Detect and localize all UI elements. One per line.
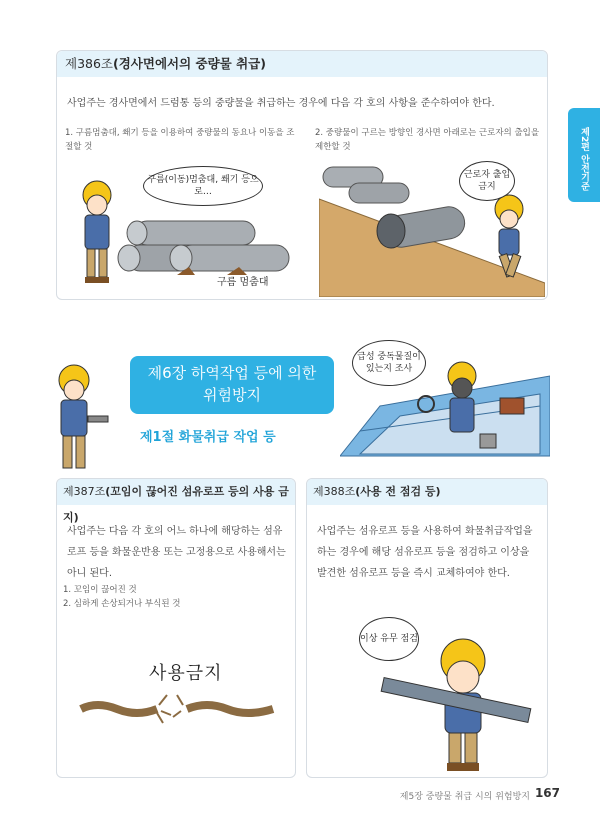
article-388-body: 사업주는 섬유로프 등을 사용하여 화물취급작업을 하는 경우에 해당 섬유로프 등을 점검하고 이상을 발견한 섬유로프 등을 즉시 교체하여야 한다. [317, 526, 533, 579]
chapter-worker-illustration [44, 360, 114, 480]
page-number: 167 [534, 786, 560, 800]
article-386-number: 제386조 [65, 56, 114, 71]
frayed-rope-illustration [77, 689, 277, 729]
article-386-card [56, 50, 548, 300]
footer-chapter-title: 제5장 중량물 취급 시의 위험방지 [399, 792, 530, 802]
article-387-body: 사업주는 다음 각 호의 어느 하나에 해당하는 섬유로프 등을 화물운반용 또는 고정용으로 사용해서는 아니 된다. [67, 526, 286, 579]
article-386-title: (경사면에서의 중량물 취급) [113, 56, 266, 71]
article-388-title: (사용 전 점검 등) [355, 485, 441, 498]
article-386-speech-bubble-1: 구름(이동)멈춤대, 쐐기 등으로… [143, 166, 263, 206]
article-388-card [306, 478, 548, 778]
side-tab: 제2편 안전기준 [568, 108, 600, 202]
article-387-item-1: 1. 꼬임이 끊어진 것 [63, 585, 137, 595]
section-title: 제1절 화물취급 작업 등 [140, 430, 276, 445]
article-386-item-1: 1. 구름멈춤대, 쐐기 등을 이용하여 중량물의 동요나 이동을 조절할 것 [65, 128, 295, 152]
inspecting-worker-illustration [367, 627, 543, 775]
article-388-speech-bubble: 이상 유무 점검 [359, 617, 419, 661]
article-386-header [57, 51, 548, 77]
article-387-title: (꼬임이 끊어진 섬유로프 등의 사용 금지) [63, 485, 289, 524]
chapter-title-box [130, 356, 334, 414]
chapter-title-line-1: 제6장 하역작업 등에 의한 [147, 364, 317, 382]
article-387-header [57, 479, 296, 524]
article-387-number: 제387조 [63, 485, 106, 498]
article-388-header [307, 479, 548, 505]
article-387-card [56, 478, 296, 778]
article-387-prohibited-label: 사용금지 [149, 663, 223, 684]
chapter-speech-bubble: 급성 중독물질이 있는지 조사 [352, 340, 426, 386]
article-388-number: 제388조 [313, 485, 356, 498]
chapter-title-line-2: 위험방지 [203, 386, 261, 404]
article-387-item-2: 2. 심하게 손상되거나 부식된 것 [63, 599, 181, 609]
article-386-item-2: 2. 중량물이 구르는 방향인 경사면 아래로는 근로자의 출입을 제한할 것 [315, 128, 540, 152]
article-386-intro: 사업주는 경사면에서 드럼통 등의 중량물을 취급하는 경우에 다음 각 호의 사항을 준수하여야 한다. [67, 98, 495, 109]
article-386-chock-label: 구름 멈춤대 [217, 277, 269, 288]
article-386-speech-bubble-2: 근로자 출입금지 [459, 161, 515, 201]
